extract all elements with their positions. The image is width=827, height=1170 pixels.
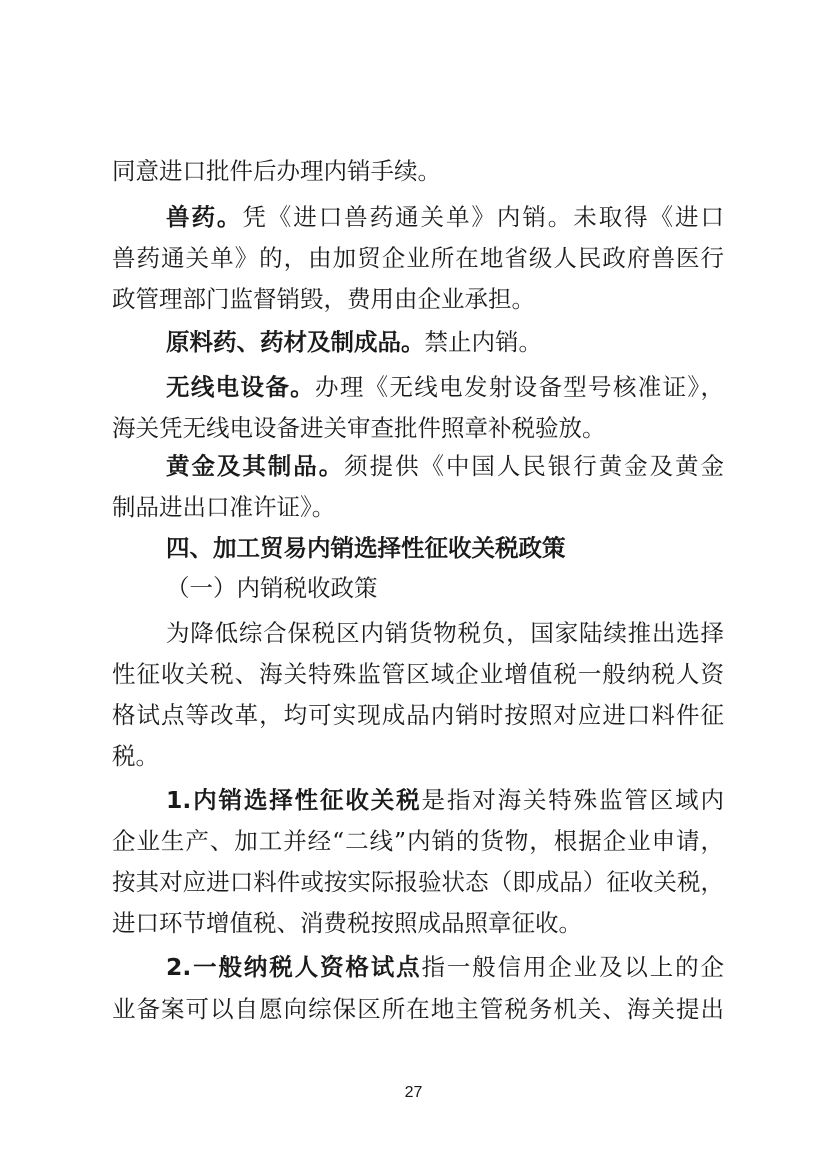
paragraph-line: 为降低综合保税区内销货物税负，国家陆续推出选择	[166, 619, 724, 647]
paragraph-line: 原料药、药材及制成品。禁止内销。	[166, 328, 542, 356]
page-number: 27	[404, 1084, 423, 1101]
paragraph-line: 制品进出口准许证》。	[112, 493, 336, 521]
paragraph-line: 2.一般纳税人资格试点指一般信用企业及以上的企	[166, 953, 725, 981]
paragraph-line: 政管理部门监督销毁，费用由企业承担。	[112, 285, 535, 313]
paragraph-line: 企业生产、加工并经“二线”内销的货物，根据企业申请，	[112, 827, 724, 855]
paragraph-line: 性征收关税、海关特殊监管区域企业增值税一般纳税人资	[112, 660, 724, 688]
paragraph-line: 同意进口批件后办理内销手续。	[112, 157, 441, 185]
section-heading: 四、加工贸易内销选择性征收关税政策	[166, 534, 566, 562]
bold-term: 1.内销选择性征收关税	[166, 786, 422, 814]
paragraph-line: 税。	[112, 742, 159, 770]
paragraph-line: 格试点等改革，均可实现成品内销时按照对应进口料件征	[112, 701, 724, 729]
bold-term: 黄金及其制品。	[166, 452, 345, 480]
paragraph-line: 兽药。凭《进口兽药通关单》内销。未取得《进口	[166, 203, 725, 231]
paragraph-line: 进口环节增值税、消费税按照成品照章征收。	[112, 909, 582, 937]
subsection-heading: （一）内销税收政策	[166, 574, 378, 602]
bold-term: 原料药、药材及制成品。	[166, 328, 425, 356]
paragraph-line: 兽药通关单》的，由加贸企业所在地省级人民政府兽医行	[112, 244, 724, 272]
paragraph-line: 海关凭无线电设备进关审查批件照章补税验放。	[112, 414, 606, 442]
paragraph-line: 黄金及其制品。须提供《中国人民银行黄金及黄金	[166, 452, 725, 480]
paragraph-line: 业备案可以自愿向综保区所在地主管税务机关、海关提出	[112, 995, 724, 1023]
paragraph-line: 按其对应进口料件或按实际报验状态（即成品）征收关税，	[112, 868, 724, 896]
paragraph-line: 1.内销选择性征收关税是指对海关特殊监管区域内	[166, 786, 725, 814]
bold-term: 无线电设备。	[166, 373, 315, 401]
paragraph-line: 无线电设备。办理《无线电发射设备型号核准证》，	[166, 373, 725, 401]
bold-term: 兽药。	[166, 203, 243, 231]
bold-term: 2.一般纳税人资格试点	[166, 953, 422, 981]
